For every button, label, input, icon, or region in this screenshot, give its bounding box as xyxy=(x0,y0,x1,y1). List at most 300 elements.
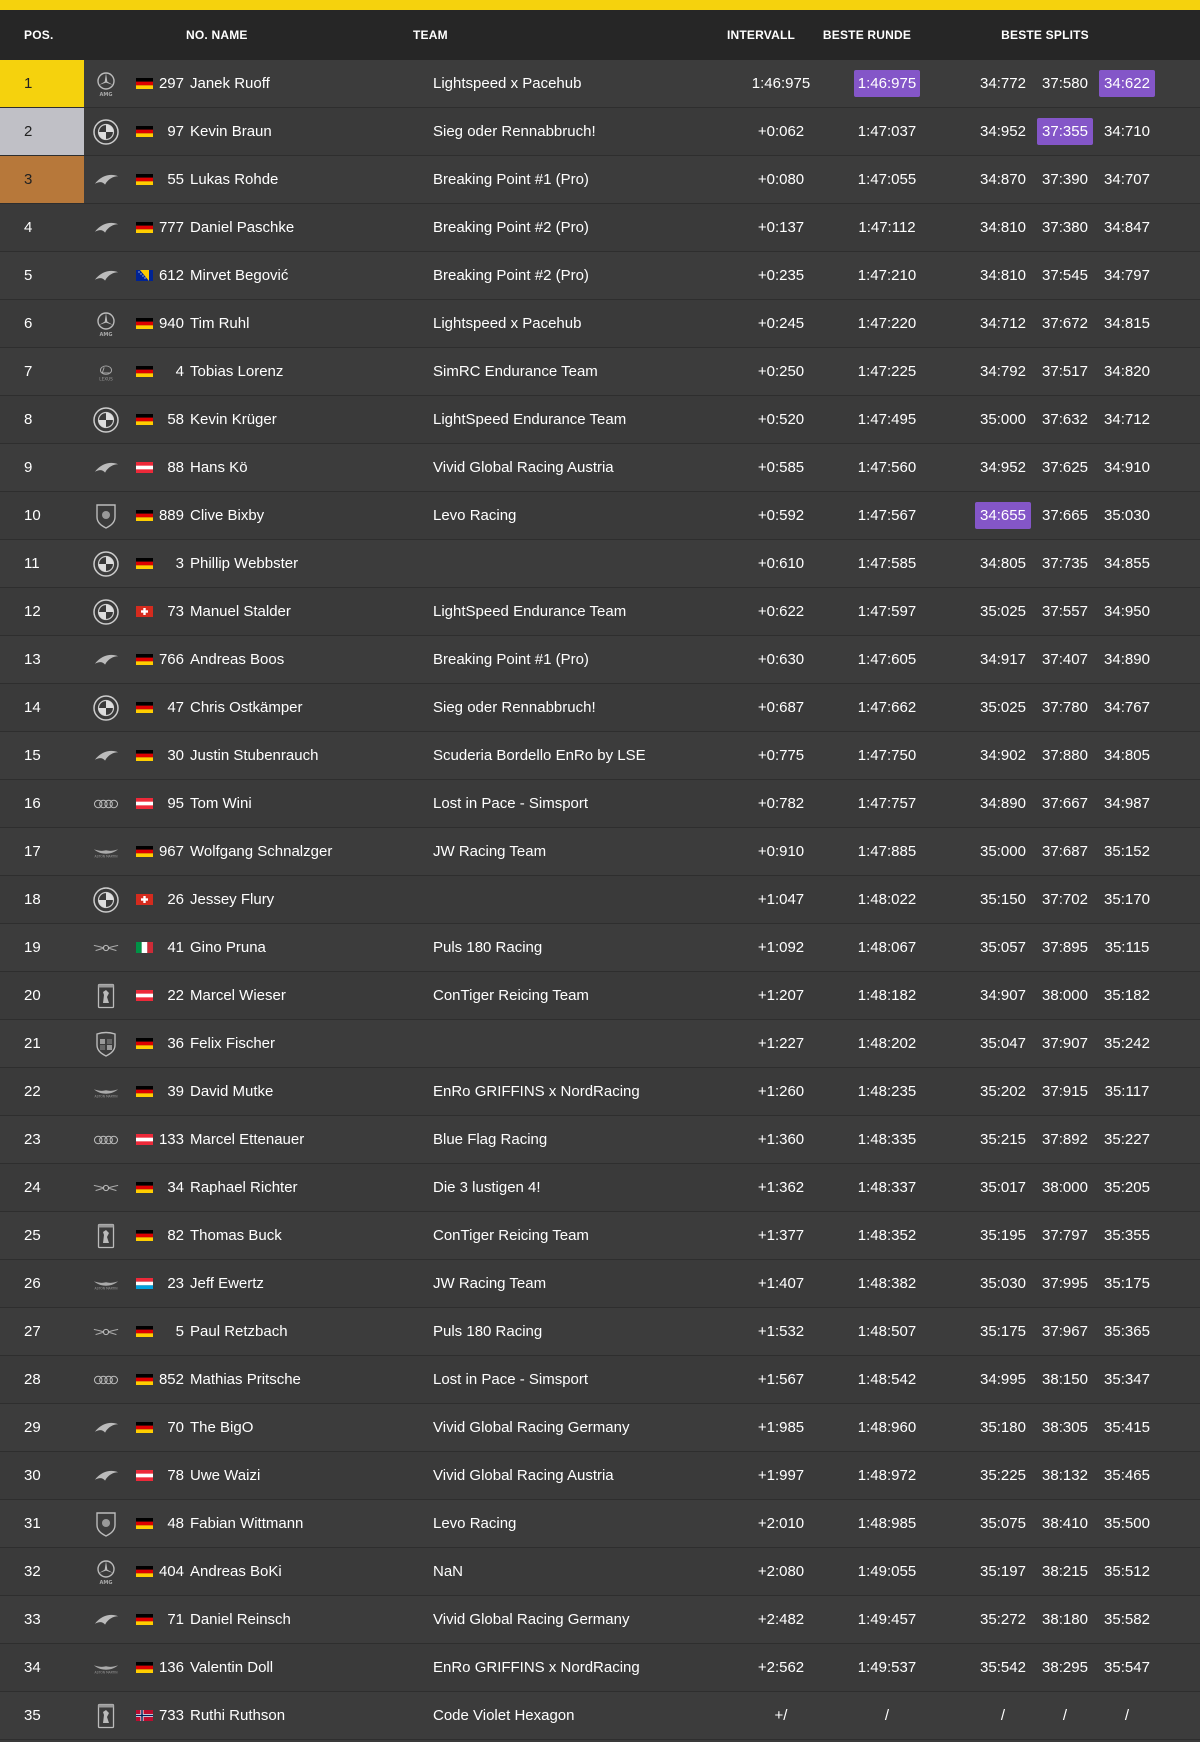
position-number: 1 xyxy=(24,75,33,92)
flag-de-icon xyxy=(132,174,156,185)
position-number: 10 xyxy=(24,507,41,524)
car-number: 39 xyxy=(167,1083,184,1100)
car-number: 30 xyxy=(167,747,184,764)
position-cell xyxy=(0,1356,84,1403)
table-row[interactable] xyxy=(0,444,1200,492)
table-row[interactable] xyxy=(0,828,1200,876)
car-number: 967 xyxy=(158,843,184,860)
car-number: 73 xyxy=(167,603,184,620)
car-number: 88 xyxy=(167,459,184,476)
split-1: 35:030 xyxy=(980,1275,1026,1292)
position-cell xyxy=(0,924,84,971)
flag-de-icon xyxy=(132,1326,156,1337)
driver-name[interactable]: Marcel Wieser xyxy=(190,987,286,1004)
team-name: Puls 180 Racing xyxy=(433,1323,543,1340)
interval: +0:782 xyxy=(757,795,805,812)
interval: +0:137 xyxy=(757,219,805,236)
table-row[interactable] xyxy=(0,1068,1200,1116)
car-number: 36 xyxy=(167,1035,184,1052)
best-splits xyxy=(935,1270,1185,1297)
team-name: Breaking Point #1 (Pro) xyxy=(433,651,589,668)
split-3: 35:547 xyxy=(1104,1659,1150,1676)
position-cell xyxy=(0,348,84,395)
position-cell xyxy=(0,1260,84,1307)
team-name: ConTiger Reicing Team xyxy=(433,987,589,1004)
driver-name[interactable]: Felix Fischer xyxy=(190,1035,276,1052)
car-number: 97 xyxy=(167,123,184,140)
interval: +0:910 xyxy=(757,843,805,860)
flag-de-icon xyxy=(132,1422,156,1433)
split-3: 35:365 xyxy=(1104,1323,1150,1340)
interval: +0:592 xyxy=(757,507,805,524)
position-number: 34 xyxy=(24,1659,41,1676)
car-number: 26 xyxy=(167,891,184,908)
flag-at-icon xyxy=(132,990,156,1001)
position-cell xyxy=(0,1596,84,1643)
table-row[interactable] xyxy=(0,492,1200,540)
driver-name[interactable]: Mathias Pritsche xyxy=(190,1371,301,1388)
driver-name[interactable]: Tobias Lorenz xyxy=(190,363,284,380)
driver-name[interactable]: Daniel Paschke xyxy=(190,219,295,236)
interval: +1:207 xyxy=(757,987,805,1004)
car-number: 4 xyxy=(175,363,184,380)
aston-martin-icon xyxy=(84,1644,128,1691)
split-2: 37:632 xyxy=(1042,411,1088,428)
split-3: 34:950 xyxy=(1104,603,1150,620)
split-1: 35:025 xyxy=(980,699,1026,716)
split-2: 37:687 xyxy=(1042,843,1088,860)
table-row[interactable] xyxy=(0,1596,1200,1644)
table-row[interactable] xyxy=(0,732,1200,780)
position-cell xyxy=(0,492,84,539)
driver-name[interactable]: Hans Kö xyxy=(190,459,248,476)
team-name: Breaking Point #1 (Pro) xyxy=(433,171,589,188)
split-1: 34:712 xyxy=(980,315,1026,332)
bentley-icon xyxy=(84,1308,128,1355)
best-splits xyxy=(935,1366,1185,1393)
best-lap: 1:47:560 xyxy=(857,459,917,476)
driver-name[interactable]: Gino Pruna xyxy=(190,939,266,956)
flag-de-icon xyxy=(132,1182,156,1193)
position-cell xyxy=(0,780,84,827)
split-3: 34:805 xyxy=(1104,747,1150,764)
split-3: 34:707 xyxy=(1104,171,1150,188)
team-name: NaN xyxy=(433,1563,464,1580)
driver-name[interactable]: David Mutke xyxy=(190,1083,274,1100)
driver-name[interactable]: Lukas Rohde xyxy=(190,171,279,188)
car-number: 136 xyxy=(158,1659,184,1676)
driver-name[interactable]: Tim Ruhl xyxy=(190,315,250,332)
driver-name[interactable]: Clive Bixby xyxy=(190,507,265,524)
position-cell xyxy=(0,1308,84,1355)
position-number: 8 xyxy=(24,411,33,428)
driver-name[interactable]: Ruthi Ruthson xyxy=(190,1707,286,1724)
best-lap: 1:48:985 xyxy=(857,1515,917,1532)
table-row[interactable] xyxy=(0,1500,1200,1548)
position-cell xyxy=(0,876,84,923)
position-number: 17 xyxy=(24,843,41,860)
driver-name[interactable]: Wolfgang Schnalzger xyxy=(190,843,333,860)
best-lap: 1:47:605 xyxy=(857,651,917,668)
position-number: 16 xyxy=(24,795,41,812)
driver-name[interactable]: Tom Wini xyxy=(190,795,252,812)
car-number: 34 xyxy=(167,1179,184,1196)
best-splits xyxy=(935,694,1185,721)
split-3: 34:815 xyxy=(1104,315,1150,332)
table-row[interactable] xyxy=(0,972,1200,1020)
table-row[interactable] xyxy=(0,204,1200,252)
driver-name[interactable]: Jeff Ewertz xyxy=(190,1275,264,1292)
driver-name[interactable]: Paul Retzbach xyxy=(190,1323,288,1340)
position-number: 2 xyxy=(24,123,33,140)
driver-name[interactable]: Marcel Ettenauer xyxy=(190,1131,305,1148)
car-number: 3 xyxy=(175,555,184,572)
team-name: LightSpeed Endurance Team xyxy=(433,603,627,620)
header-team: TEAM xyxy=(413,28,448,42)
table-row[interactable] xyxy=(0,924,1200,972)
bmw-icon xyxy=(84,396,128,443)
position-number: 33 xyxy=(24,1611,41,1628)
table-row[interactable] xyxy=(0,1020,1200,1068)
table-row[interactable] xyxy=(0,588,1200,636)
team-name: Levo Racing xyxy=(433,507,517,524)
best-lap: 1:48:382 xyxy=(857,1275,917,1292)
best-splits xyxy=(935,358,1185,385)
best-splits xyxy=(935,310,1185,337)
car-number: 404 xyxy=(158,1563,184,1580)
best-splits xyxy=(935,598,1185,625)
best-splits xyxy=(935,262,1185,289)
team-name: LightSpeed Endurance Team xyxy=(433,411,627,428)
split-2: 37:407 xyxy=(1042,651,1088,668)
split-1: 35:225 xyxy=(980,1467,1026,1484)
table-row[interactable] xyxy=(0,156,1200,204)
bmw-icon xyxy=(84,540,128,587)
best-lap: 1:47:220 xyxy=(857,315,917,332)
position-number: 28 xyxy=(24,1371,41,1388)
position-number: 30 xyxy=(24,1467,41,1484)
split-3: 34:820 xyxy=(1104,363,1150,380)
table-row[interactable] xyxy=(0,1116,1200,1164)
car-number: 777 xyxy=(158,219,184,236)
table-row[interactable] xyxy=(0,1548,1200,1596)
car-number: 71 xyxy=(167,1611,184,1628)
position-number: 23 xyxy=(24,1131,41,1148)
best-lap: 1:48:182 xyxy=(857,987,917,1004)
driver-name[interactable]: Valentin Doll xyxy=(190,1659,274,1676)
team-name: JW Racing Team xyxy=(433,1275,547,1292)
split-3: 35:030 xyxy=(1104,507,1150,524)
table-row[interactable] xyxy=(0,780,1200,828)
table-row[interactable] xyxy=(0,1212,1200,1260)
team-name: Vivid Global Racing Germany xyxy=(433,1611,630,1628)
team-name: EnRo GRIFFINS x NordRacing xyxy=(433,1659,640,1676)
split-1: 34:952 xyxy=(980,123,1026,140)
table-row[interactable] xyxy=(0,1404,1200,1452)
driver-name[interactable]: The BigO xyxy=(190,1419,254,1436)
table-row[interactable] xyxy=(0,1452,1200,1500)
driver-name[interactable]: Daniel Reinsch xyxy=(190,1611,291,1628)
flag-at-icon xyxy=(132,462,156,473)
split-2: 37:380 xyxy=(1042,219,1088,236)
position-number: 22 xyxy=(24,1083,41,1100)
best-lap: 1:47:750 xyxy=(857,747,917,764)
team-name: EnRo GRIFFINS x NordRacing xyxy=(433,1083,640,1100)
split-1: 34:792 xyxy=(980,363,1026,380)
best-splits xyxy=(935,838,1185,865)
flag-it-icon xyxy=(132,942,156,953)
flag-no-icon xyxy=(132,1710,156,1721)
driver-name[interactable]: Uwe Waizi xyxy=(190,1467,261,1484)
split-3: 35:500 xyxy=(1104,1515,1150,1532)
team-name: Sieg oder Rennabbruch! xyxy=(433,699,596,716)
split-2: 37:390 xyxy=(1042,171,1088,188)
table-row[interactable] xyxy=(0,876,1200,924)
table-row[interactable] xyxy=(0,396,1200,444)
team-name: Code Violet Hexagon xyxy=(433,1707,575,1724)
best-lap: 1:49:537 xyxy=(857,1659,917,1676)
driver-name[interactable]: Mirvet Begović xyxy=(190,267,289,284)
flag-de-icon xyxy=(132,78,156,89)
position-cell xyxy=(0,1404,84,1451)
driver-name[interactable]: Janek Ruoff xyxy=(190,75,270,92)
best-lap: 1:48:337 xyxy=(857,1179,917,1196)
position-cell xyxy=(0,1020,84,1067)
split-3: 34:797 xyxy=(1104,267,1150,284)
flag-at-icon xyxy=(132,798,156,809)
table-row[interactable] xyxy=(0,1692,1200,1740)
interval: +/ xyxy=(774,1707,788,1724)
ferrari-icon xyxy=(84,1692,128,1739)
team-name: Lightspeed x Pacehub xyxy=(433,315,582,332)
table-row[interactable] xyxy=(0,1644,1200,1692)
split-1: 35:000 xyxy=(980,843,1026,860)
position-cell xyxy=(0,588,84,635)
table-row[interactable] xyxy=(0,1164,1200,1212)
position-number: 35 xyxy=(24,1707,41,1724)
position-number: 31 xyxy=(24,1515,41,1532)
position-cell xyxy=(0,1164,84,1211)
split-2: 37:907 xyxy=(1042,1035,1088,1052)
car-number: 889 xyxy=(158,507,184,524)
split-1: 34:870 xyxy=(980,171,1026,188)
team-name: Vivid Global Racing Germany xyxy=(433,1419,630,1436)
position-number: 7 xyxy=(24,363,33,380)
best-lap: 1:46:975 xyxy=(854,70,920,97)
table-row[interactable] xyxy=(0,108,1200,156)
interval: +0:062 xyxy=(757,123,805,140)
driver-name[interactable]: Kevin Braun xyxy=(190,123,272,140)
car-number: 47 xyxy=(167,699,184,716)
split-1: 34:810 xyxy=(980,267,1026,284)
best-lap: 1:47:585 xyxy=(857,555,917,572)
position-number: 19 xyxy=(24,939,41,956)
flag-de-icon xyxy=(132,1086,156,1097)
position-number: 27 xyxy=(24,1323,41,1340)
best-lap: 1:47:055 xyxy=(857,171,917,188)
ferrari-icon xyxy=(84,1212,128,1259)
best-lap: 1:49:457 xyxy=(857,1611,917,1628)
driver-name[interactable]: Andreas BoKi xyxy=(190,1563,282,1580)
best-splits xyxy=(935,886,1185,913)
split-3: 35:117 xyxy=(1104,1083,1150,1100)
split-1: 35:075 xyxy=(980,1515,1026,1532)
split-3: 34:767 xyxy=(1104,699,1150,716)
car-number: 41 xyxy=(167,939,184,956)
driver-name[interactable]: Jessey Flury xyxy=(190,891,275,908)
best-splits xyxy=(935,214,1185,241)
driver-name[interactable]: Raphael Richter xyxy=(190,1179,298,1196)
position-cell xyxy=(0,828,84,875)
table-row[interactable] xyxy=(0,252,1200,300)
split-2: / xyxy=(1062,1707,1068,1724)
split-3: 34:987 xyxy=(1104,795,1150,812)
flag-de-icon xyxy=(132,1374,156,1385)
best-splits xyxy=(935,790,1185,817)
audi-icon xyxy=(84,1116,128,1163)
position-cell xyxy=(0,540,84,587)
table-row[interactable] xyxy=(0,540,1200,588)
split-2: 38:180 xyxy=(1042,1611,1088,1628)
interval: +0:235 xyxy=(757,267,805,284)
split-2: 37:797 xyxy=(1042,1227,1088,1244)
interval: +2:080 xyxy=(757,1563,805,1580)
split-2: 37:702 xyxy=(1042,891,1088,908)
flag-de-icon xyxy=(132,846,156,857)
split-1: 34:995 xyxy=(980,1371,1026,1388)
best-splits xyxy=(935,1126,1185,1153)
interval: +1:407 xyxy=(757,1275,805,1292)
car-number: 940 xyxy=(158,315,184,332)
driver-name[interactable]: Kevin Krüger xyxy=(190,411,277,428)
split-2: 37:895 xyxy=(1042,939,1088,956)
split-2: 37:625 xyxy=(1042,459,1088,476)
best-lap: 1:48:352 xyxy=(857,1227,917,1244)
table-row[interactable] xyxy=(0,300,1200,348)
position-cell xyxy=(0,1500,84,1547)
team-name: Blue Flag Racing xyxy=(433,1131,548,1148)
position-cell xyxy=(0,972,84,1019)
lamborghini-icon xyxy=(84,1500,128,1547)
position-cell xyxy=(0,156,84,203)
split-3: 34:890 xyxy=(1104,651,1150,668)
split-3: 35:182 xyxy=(1104,987,1150,1004)
best-lap: 1:48:335 xyxy=(857,1131,917,1148)
table-row[interactable] xyxy=(0,1260,1200,1308)
driver-name[interactable]: Phillip Webbster xyxy=(190,555,299,572)
mercedes-amg-icon xyxy=(84,60,128,107)
table-row[interactable] xyxy=(0,1308,1200,1356)
table-row[interactable] xyxy=(0,60,1200,108)
best-lap: 1:47:567 xyxy=(857,507,917,524)
interval: +1:567 xyxy=(757,1371,805,1388)
driver-name[interactable]: Fabian Wittmann xyxy=(190,1515,304,1532)
accent-bar xyxy=(0,0,1200,10)
best-splits xyxy=(935,982,1185,1009)
best-splits xyxy=(935,1414,1185,1441)
best-lap: 1:48:972 xyxy=(857,1467,917,1484)
mclaren-icon xyxy=(84,444,128,491)
split-1: / xyxy=(1000,1707,1006,1724)
interval: +1:047 xyxy=(757,891,805,908)
svg-text:AMG: AMG xyxy=(99,331,113,337)
team-name: ConTiger Reicing Team xyxy=(433,1227,589,1244)
split-3: 35:170 xyxy=(1104,891,1150,908)
driver-name[interactable]: Andreas Boos xyxy=(190,651,285,668)
best-splits xyxy=(935,1174,1185,1201)
position-number: 20 xyxy=(24,987,41,1004)
svg-text:LEXUS: LEXUS xyxy=(99,375,113,381)
flag-de-icon xyxy=(132,222,156,233)
best-lap: 1:47:112 xyxy=(858,219,916,236)
table-row[interactable] xyxy=(0,1356,1200,1404)
split-2: 37:967 xyxy=(1042,1323,1088,1340)
table-row[interactable] xyxy=(0,636,1200,684)
position-number: 26 xyxy=(24,1275,41,1292)
interval: +2:482 xyxy=(757,1611,805,1628)
flag-de-icon xyxy=(132,750,156,761)
position-cell xyxy=(0,252,84,299)
interval: +1:985 xyxy=(757,1419,805,1436)
table-row[interactable] xyxy=(0,684,1200,732)
position-number: 6 xyxy=(24,315,33,332)
driver-name[interactable]: Chris Ostkämper xyxy=(190,699,303,716)
team-name: JW Racing Team xyxy=(433,843,547,860)
driver-name[interactable]: Manuel Stalder xyxy=(190,603,291,620)
best-lap: 1:48:960 xyxy=(857,1419,917,1436)
split-3: 35:227 xyxy=(1104,1131,1150,1148)
flag-de-icon xyxy=(132,654,156,665)
flag-de-icon xyxy=(132,414,156,425)
best-splits xyxy=(935,1606,1185,1633)
position-cell xyxy=(0,1692,84,1739)
header-interval: INTERVALL xyxy=(726,28,796,42)
split-1: 35:000 xyxy=(980,411,1026,428)
split-3: / xyxy=(1124,1707,1130,1724)
interval: +0:245 xyxy=(757,315,805,332)
split-2: 38:295 xyxy=(1042,1659,1088,1676)
driver-name[interactable]: Justin Stubenrauch xyxy=(190,747,319,764)
position-cell xyxy=(0,108,84,155)
best-splits xyxy=(935,646,1185,673)
table-row[interactable] xyxy=(0,348,1200,396)
split-2: 37:892 xyxy=(1042,1131,1088,1148)
interval: +0:622 xyxy=(757,603,805,620)
best-lap: 1:47:210 xyxy=(857,267,917,284)
split-1: 34:917 xyxy=(980,651,1026,668)
best-lap: 1:47:662 xyxy=(857,699,917,716)
flag-de-icon xyxy=(132,1614,156,1625)
mclaren-icon xyxy=(84,1452,128,1499)
car-number: 48 xyxy=(167,1515,184,1532)
best-lap: 1:48:235 xyxy=(857,1083,917,1100)
team-name: Lost in Pace - Simsport xyxy=(433,1371,589,1388)
split-2: 38:000 xyxy=(1042,987,1088,1004)
position-number: 12 xyxy=(24,603,41,620)
best-lap: 1:47:495 xyxy=(857,411,917,428)
split-1: 35:272 xyxy=(980,1611,1026,1628)
lexus-icon xyxy=(84,348,128,395)
split-1: 35:175 xyxy=(980,1323,1026,1340)
audi-icon xyxy=(84,780,128,827)
driver-name[interactable]: Thomas Buck xyxy=(190,1227,282,1244)
position-number: 18 xyxy=(24,891,41,908)
position-cell xyxy=(0,204,84,251)
position-cell xyxy=(0,732,84,779)
bmw-icon xyxy=(84,108,128,155)
split-3: 35:512 xyxy=(1104,1563,1150,1580)
split-3: 34:847 xyxy=(1104,219,1150,236)
